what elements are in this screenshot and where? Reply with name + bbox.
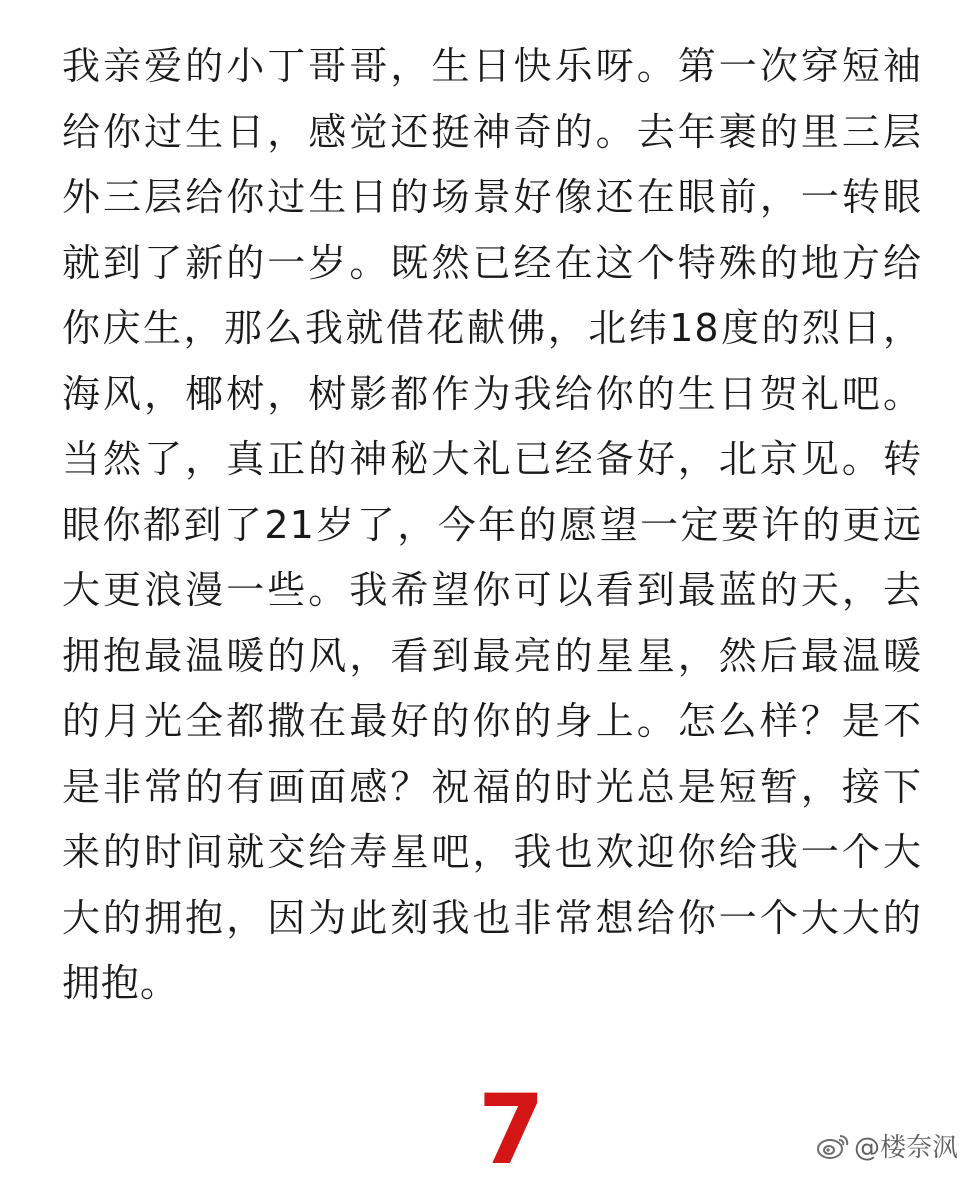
- text-line-4: 就到了新的一岁。既然已经在这个特殊的地方给: [62, 240, 922, 285]
- page-number-value: 7: [478, 1074, 545, 1186]
- text-line-14: 大的拥抱，因为此刻我也非常想给你一个大大的: [62, 895, 922, 940]
- text-line-9: 大更浪漫一些。我希望你可以看到最蓝的天，去: [62, 568, 922, 612]
- text-line-1: 我亲爱的小丁哥哥，生日快乐呀。第一次穿短袖: [62, 44, 922, 88]
- text-line-3: 外三层给你过生日的场景好像还在眼前，一转眼: [62, 175, 922, 219]
- text-line-11: 的月光全都撒在最好的你的身上。怎么样？是不: [62, 699, 922, 743]
- text-line-7: 当然了，真正的神秘大礼已经备好，北京见。转: [62, 437, 922, 481]
- text-line-5: 你庆生，那么我就借花献佛，北纬18度的烈日，: [62, 306, 922, 350]
- text-line-12: 是非常的有画面感？祝福的时光总是短暂，接下: [62, 764, 922, 809]
- text-line-8: 眼你都到了21岁了，今年的愿望一定要许的更远: [62, 502, 922, 547]
- weibo-icon: [816, 1132, 850, 1160]
- letter-body: [62, 34, 922, 1017]
- watermark-text: @楼奈沨: [853, 1133, 958, 1163]
- text-line-10: 拥抱最温暖的风，看到最亮的星星，然后最温暖: [62, 633, 922, 678]
- text-line-6: 海风，椰树，树影都作为我给你的生日贺礼吧。: [62, 371, 922, 416]
- text-line-13: 来的时间就交给寿星吧，我也欢迎你给我一个大: [62, 830, 922, 874]
- text-line-15: 拥抱。: [62, 961, 180, 1005]
- weibo-watermark: [816, 1127, 958, 1164]
- text-line-2: 给你过生日，感觉还挺神奇的。去年裹的里三层: [62, 109, 922, 154]
